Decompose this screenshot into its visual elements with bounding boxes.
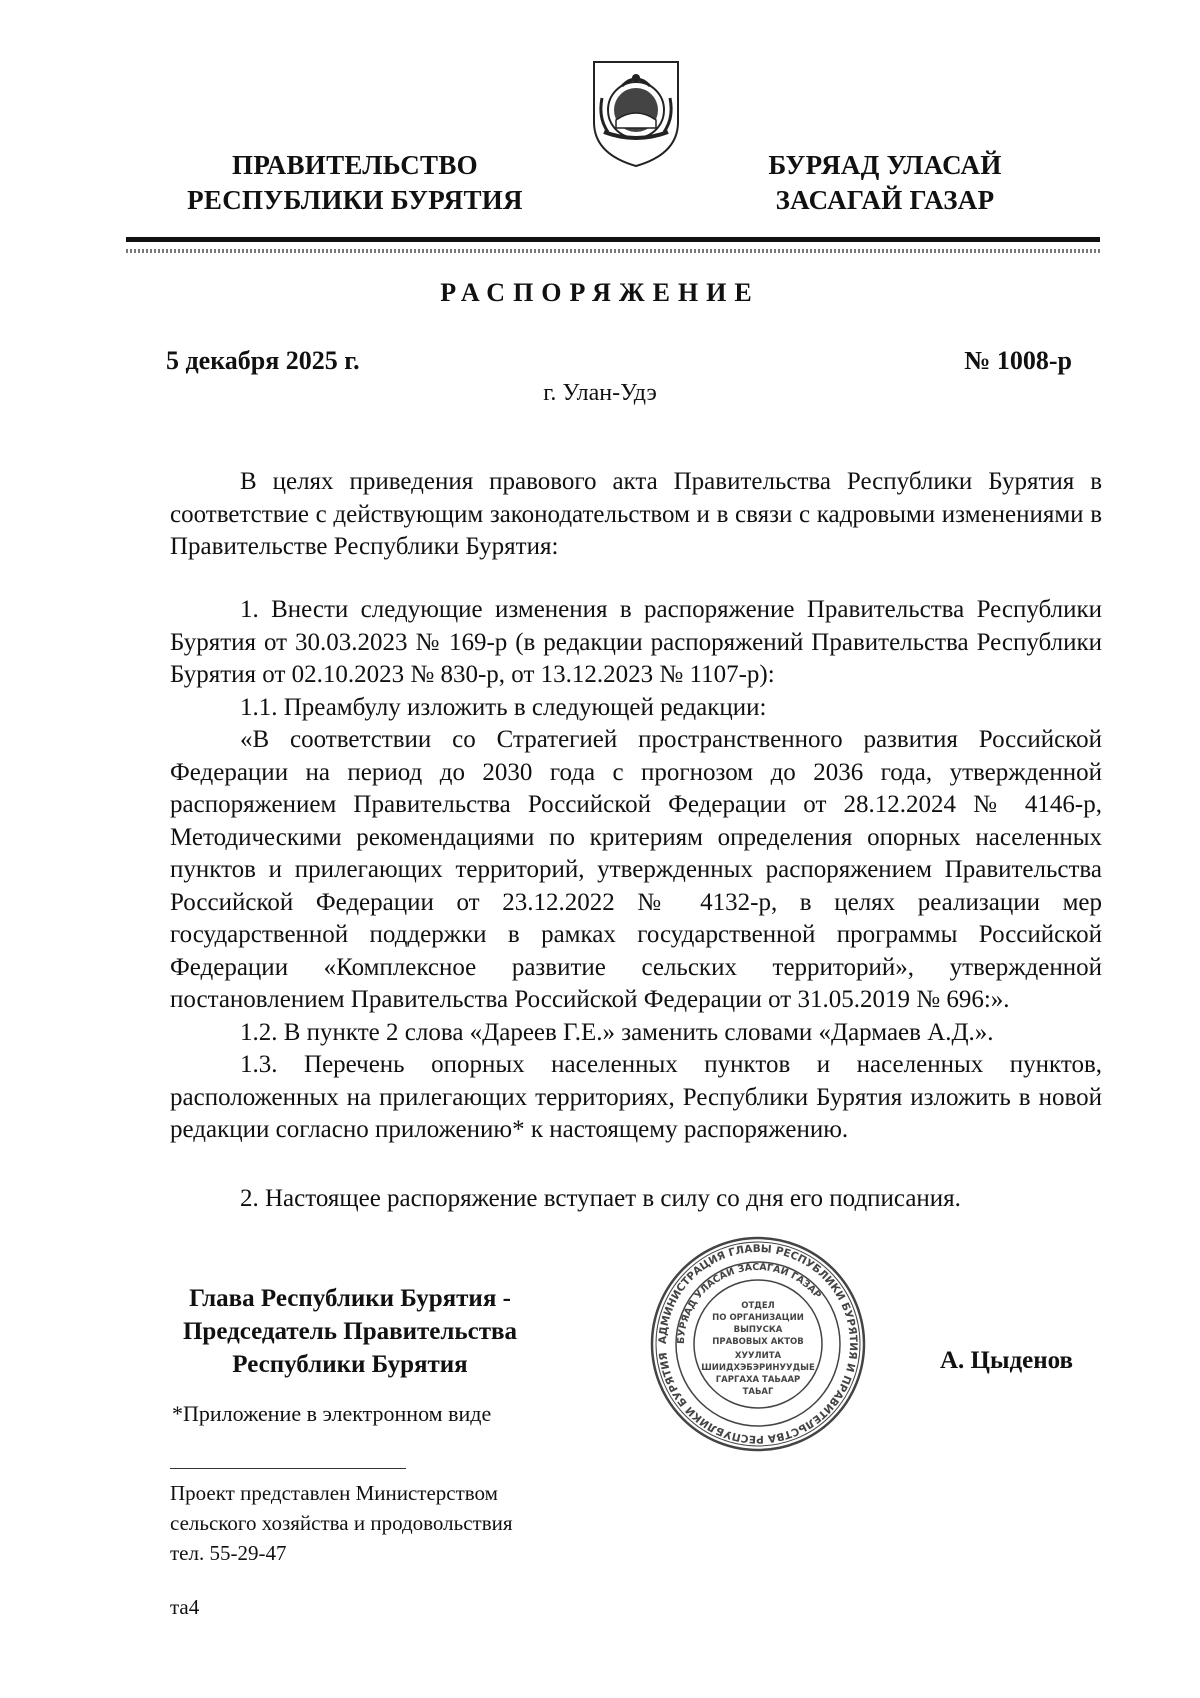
point-1-3: 1.3. Перечень опорных населенных пунктов и населенных пунктов, расположенных на прилегающих территориях, Республики Бурятия изложить в новой редакции согласно приложению* к настоящему распоряжению.	[170, 1051, 1102, 1143]
point-2-block	[170, 1183, 1102, 1216]
stamp-line-8: ТАЬАГ	[742, 1387, 774, 1397]
document-city: г. Улан-Удэ	[543, 380, 657, 406]
stamp-line-6: ШИИДХЭБЭРИНУУДЫЕ	[701, 1363, 815, 1373]
point-1-2: 1.2. В пункте 2 слова «Дареев Г.Е.» заменить словами «Дармаев А.Д.».	[240, 1018, 994, 1046]
quoted-preamble: «В соответствии со Стратегией пространственного развития Российской Федерации на период до 2030 года с прогнозом до 2036 года, утвержденной распоряжением Правительства Российской Федерации от 28.12.2024 № 4146-р, Методическими рекомендациями по критериям определения опорных населенных пунктов и прилегающих территорий, утвержденных распоряжением Правительства Российской Федерации от 23.12.2022 № 4132-р, в целях реализации мер государственной поддержки в рамках государственной программы Российской Федерации «Комплексное развитие сельских территорий», утвержденной постановлением Правительства Российской Федерации от 31.05.2019 № 696:».	[170, 726, 1102, 1013]
document-type: РАСПОРЯЖЕНИЕ	[440, 278, 760, 307]
stamp-inner-ring-text: БУРЯАД УЛАСАЙ ЗАСАГАЙ ГАЗАР	[675, 1261, 823, 1345]
signatory-title	[150, 1282, 550, 1381]
government-name-russian	[150, 148, 560, 218]
government-name-buryat-line1: БУРЯАД УЛАСАЙ	[768, 150, 1002, 180]
header-rule-thin	[126, 249, 1100, 253]
signatory-title-line2: Председатель Правительства	[182, 1318, 518, 1345]
signatory-title-line1: Глава Республики Бурятия -	[189, 1285, 511, 1312]
government-name-line1: ПРАВИТЕЛЬСТВО	[232, 150, 478, 180]
signatory-name: А. Цыденов	[940, 1347, 1074, 1374]
document-code: та4	[170, 1595, 200, 1619]
order-points	[170, 594, 1102, 1147]
coat-of-arms-icon	[588, 58, 684, 168]
stamp-line-1: ОТДЕЛ	[741, 1301, 775, 1311]
stamp-line-2: ПО ОРГАНИЗАЦИИ	[712, 1313, 804, 1323]
header-rule-thick	[126, 237, 1100, 242]
footer-line1: Проект представлен Министерством	[170, 1481, 498, 1505]
stamp-line-5: ХУУЛИТА	[734, 1351, 782, 1361]
stamp-line-3: ВЫПУСКА	[733, 1325, 783, 1335]
footer-rule	[170, 1468, 406, 1469]
project-footer	[170, 1478, 513, 1568]
preamble-text: В целях приведения правового акта Правительства Республики Бурятия в соответствие с действующим законодательством и в связи с кадровыми изменениями в Правительстве Республики Бурятия:	[170, 468, 1102, 560]
footer-phone: тел. 55-29-47	[170, 1541, 287, 1565]
stamp-line-7: ГАРГАХА ТАЬААР	[715, 1375, 801, 1385]
document-date: 5 декабря 2025 г.	[166, 346, 360, 375]
footer-line2: сельского хозяйства и продовольствия	[170, 1511, 513, 1535]
official-stamp	[648, 1234, 868, 1454]
point-1-1: 1.1. Преамбулу изложить в следующей редакции:	[240, 693, 767, 721]
government-name-buryat-line2: ЗАСАГАЙ ГАЗАР	[775, 185, 995, 215]
stamp-line-4: ПРАВОВЫХ АКТОВ	[712, 1337, 804, 1347]
attachment-note: *Приложение в электронном виде	[172, 1401, 492, 1426]
point-2: 2. Настоящее распоряжение вступает в силу со дня его подписания.	[240, 1185, 961, 1212]
stamp-outer-text: АДМИНИСТРАЦИЯ ГЛАВЫ РЕСПУБЛИКИ БУРЯТИЯ И ПРАВИТЕЛЬСТВА РЕСПУБЛИКИ БУРЯТИЯ	[656, 1242, 860, 1446]
point-1: 1. Внести следующие изменения в распоряжение Правительства Республики Бурятия от 30.03.2023 № 169-р (в редакции распоряжений Правительства Республики Бурятия от 02.10.2023 № 830-р, от 13.12.2023 № 1107-р):	[170, 596, 1102, 688]
government-name-line2: РЕСПУБЛИКИ БУРЯТИЯ	[187, 185, 523, 215]
document-number: № 1008-р	[964, 346, 1072, 375]
government-name-buryat	[720, 148, 1050, 218]
signatory-title-line3: Республики Бурятия	[232, 1351, 468, 1378]
preamble	[170, 466, 1102, 564]
